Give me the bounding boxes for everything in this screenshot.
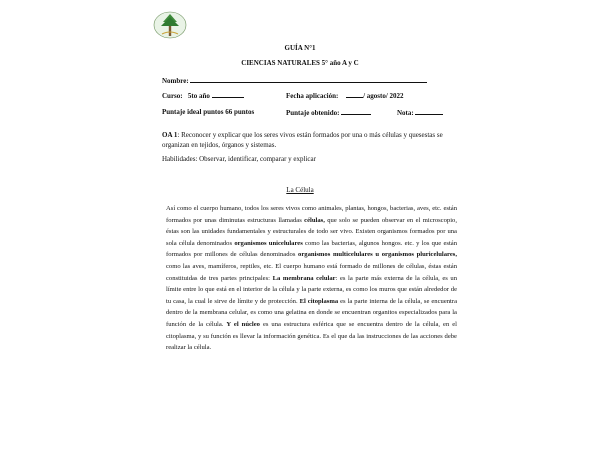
- body-bold-term: Y el núcleo: [226, 320, 260, 328]
- body-text-run: que solo se pueden observar en el microscopio, éstas son las unidades fundamentales y estructurales de todo ser vivo. Existen organismos formados por una sola célula denominados: [166, 216, 457, 247]
- name-row: [162, 76, 427, 85]
- learning-objective: [162, 131, 458, 150]
- page-subtitle: CIENCIAS NATURALES 5° año A y C: [241, 59, 359, 67]
- date-field: [286, 91, 404, 100]
- body-text-run: como las bacterias, algunos hongos. etc. y los que están formados por millones de células denominados: [166, 239, 458, 259]
- body-text-run: Así como el cuerpo humano, todos los seres vivos como animales, plantas, hongos, bacterias, aves, etc. están formados por unas diminutas estructuras llamadas: [166, 205, 457, 224]
- skills-text: Habilidades: Observar, identificar, comparar y explicar: [162, 155, 316, 163]
- objective-code: OA 1: [162, 131, 178, 139]
- body-bold-term: células,: [304, 216, 325, 224]
- grade-field: [397, 108, 443, 117]
- course-blank: [212, 91, 244, 98]
- ideal-score: Puntaje ideal puntos 66 puntos: [162, 108, 255, 116]
- objective-text: : Reconocer y explicar que los seres vivos están formados por una o más células y quesestas se organizan en tejidos, órganos y sistemas.: [162, 131, 443, 149]
- school-logo: [153, 10, 187, 44]
- body-text-run: es la parte interna de la célula, se encuentra dentro de la membrana celular, es como una gelatina en donde se encuentran organitos especializados para la función de la célula.: [166, 297, 458, 328]
- grade-blank: [415, 108, 443, 115]
- body-text-run: es una estructura esférica que se encuentra dentro de la célula, en el citoplasma, y su función es llevar la información genética. Es el que da las instrucciones de las acciones debe realizar la célula.: [166, 320, 457, 352]
- content-title: La Célula: [286, 186, 314, 194]
- obtained-score-field: [286, 108, 371, 117]
- body-bold-term: organismos unicelulares: [234, 239, 303, 247]
- page-title: GUÍA N°1: [284, 44, 316, 52]
- date-blank: [346, 91, 363, 98]
- date-value: / agosto/ 2022: [363, 92, 404, 100]
- grade-label: Nota:: [397, 109, 414, 117]
- name-label: Nombre:: [162, 77, 189, 85]
- course-label: Curso:: [162, 92, 183, 100]
- date-label: Fecha aplicación:: [286, 92, 339, 100]
- course-field: [162, 91, 244, 100]
- obtained-score-label: Puntaje obtenido:: [286, 109, 340, 117]
- body-text-run: como las aves, mamíferos, reptiles, etc. El cuerpo humano está formado de millones de células, éstas están constituidas de tres partes principales:: [166, 262, 457, 282]
- body-bold-term: organismos multicelulares u organismos pluricelulares,: [298, 251, 457, 259]
- body-bold-term: La membrana celular: [272, 274, 336, 282]
- name-blank: [190, 76, 427, 83]
- obtained-score-blank: [341, 108, 371, 115]
- body-bold-term: El citoplasma: [299, 297, 339, 305]
- course-value: 5to año: [187, 92, 210, 100]
- body-text-run: : es la parte más externa de la célula, es un límite entre lo que está en el interior de la célula y la parte externa, es como los muros que están alrededor de tu casa, la cual le sirve de límite y de protección.: [166, 274, 457, 305]
- content-body: [166, 203, 457, 354]
